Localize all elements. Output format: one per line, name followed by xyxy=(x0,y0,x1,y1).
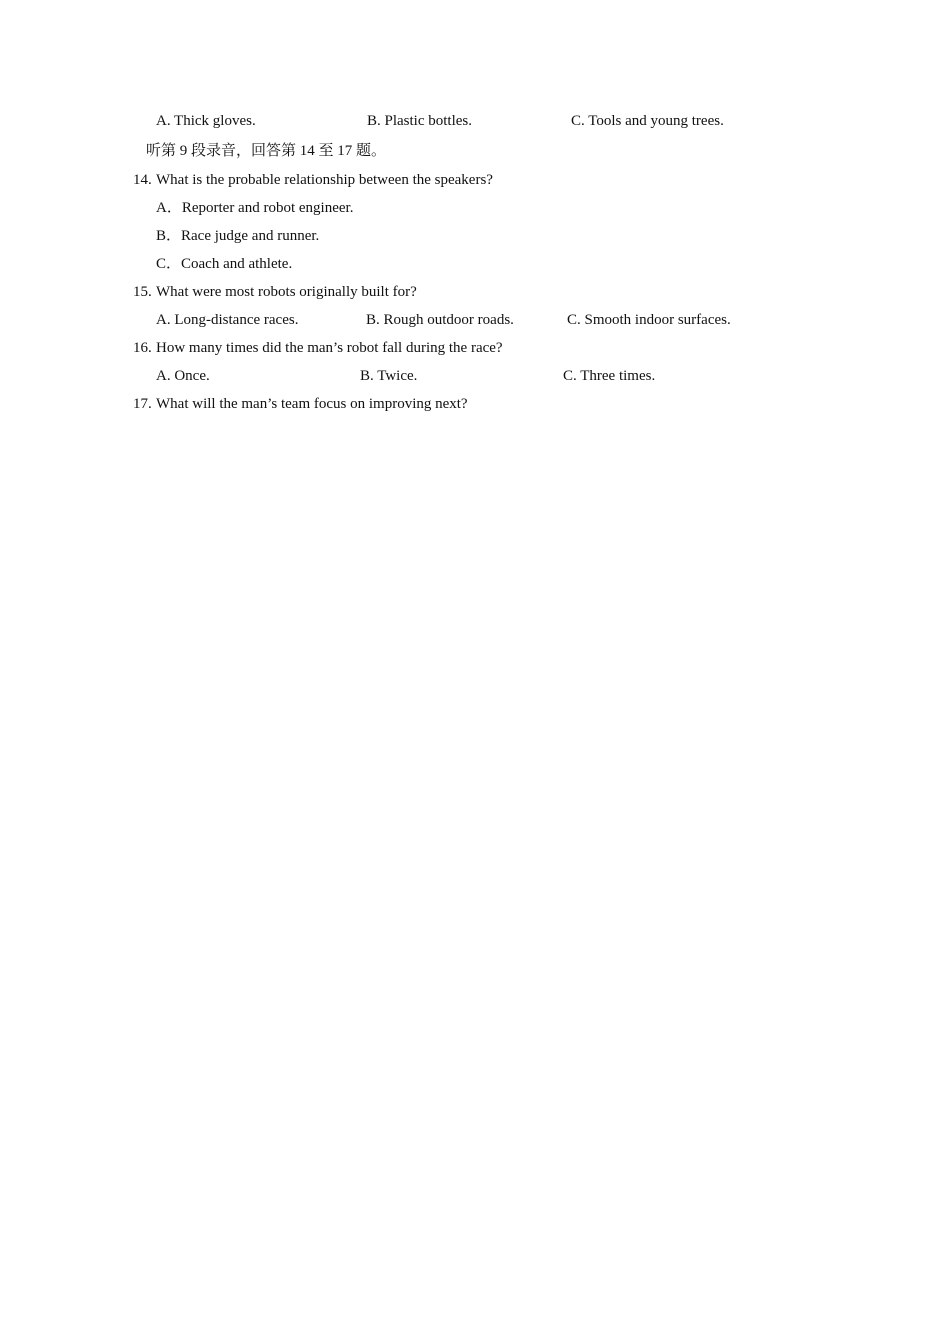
q15-option-b: B. Rough outdoor roads. xyxy=(366,312,514,328)
q16-option-a: A. Once. xyxy=(156,368,210,384)
question-number: 15. xyxy=(133,284,152,300)
q15-option-a: A. Long-distance races. xyxy=(156,312,299,328)
question-text: What were most robots originally built for? xyxy=(156,284,417,300)
question-text: How many times did the man’s robot fall during the race? xyxy=(156,340,503,356)
question-15 xyxy=(133,283,417,301)
q16-option-b: B. Twice. xyxy=(360,368,418,384)
q15-option-c: C. Smooth indoor surfaces. xyxy=(567,312,731,328)
q13-option-a: A. Thick gloves. xyxy=(156,113,256,129)
q14-option-a: A．Reporter and robot engineer. xyxy=(156,200,354,216)
question-text: What will the man’s team focus on improving next? xyxy=(156,396,468,412)
question-17 xyxy=(133,395,468,413)
q14-option-c: C．Coach and athlete. xyxy=(156,256,293,272)
q13-option-c: C. Tools and young trees. xyxy=(571,113,724,129)
question-text: What is the probable relationship between the speakers? xyxy=(156,172,493,188)
question-number: 14. xyxy=(133,172,152,188)
question-16 xyxy=(133,339,503,357)
q14-option-b: B．Race judge and runner. xyxy=(156,228,320,244)
question-number: 17. xyxy=(133,396,152,412)
question-14 xyxy=(133,171,493,189)
q16-option-c: C. Three times. xyxy=(563,368,656,384)
question-number: 16. xyxy=(133,340,152,356)
q13-option-b: B. Plastic bottles. xyxy=(367,113,472,129)
section-instruction: 听第 9 段录音，回答第 14 至 17 题。 xyxy=(146,143,387,159)
